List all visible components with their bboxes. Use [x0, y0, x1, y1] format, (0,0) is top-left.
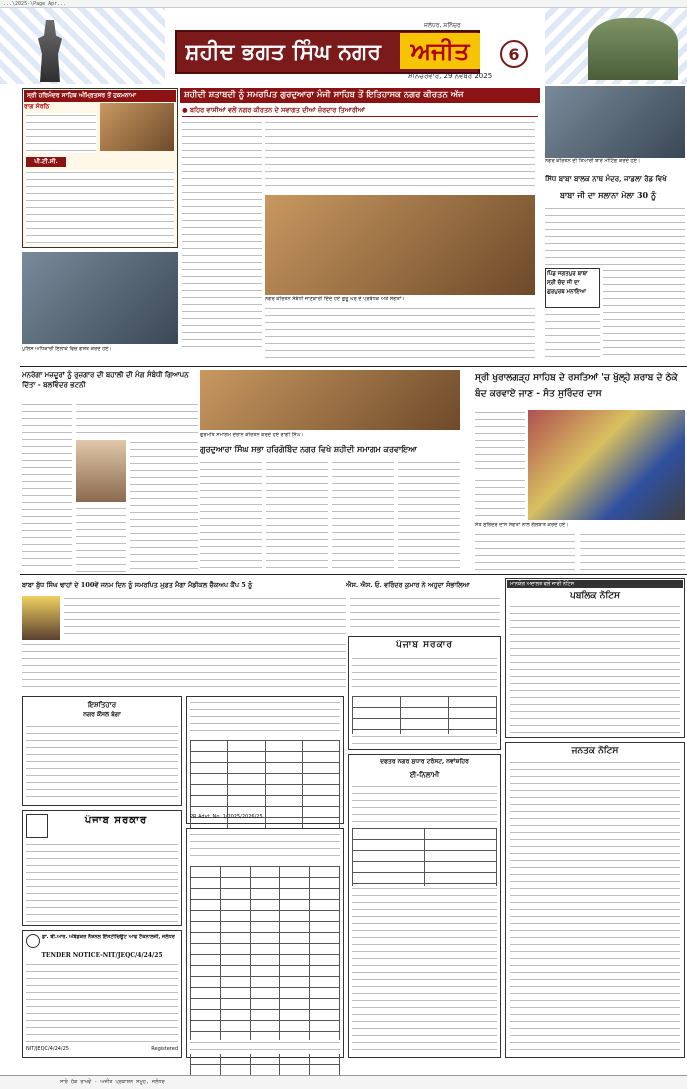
pr-advt-number: PR Advt. No. 1/2025/2026/25 [190, 814, 263, 820]
auction-table [352, 828, 497, 895]
mid-right-headline: ਸ੍ਰੀ ਖੁਰਾਲਗੜ੍ਹ ਸਾਹਿਬ ਦੇ ਰਸਤਿਆਂ 'ਚ ਖੁੱਲ੍ਹੇ ਸ਼ਰਾਬ ਦੇ ਠੇਕੇ ਬੰਦ ਕਰਵਾਏ ਜਾਣ - ਸੰਤ ਸੁਰਿੰਦਰ ਦਾਸ [475, 373, 678, 399]
top-story-subhead-text: ਬਹਿਰ ਵਾਸੀਆਂ ਵਲੋਂ ਨਗਰ ਕੀਰਤਨ ਦੇ ਸਵਾਗਤ ਦੀਆਂ ਜ਼ੋਰਦਾਰ ਤਿਆਰੀਆਂ [189, 106, 365, 114]
janak-notice-text [510, 760, 680, 1050]
divider-2 [20, 574, 687, 575]
masthead-date: ਸ਼ਨਿੱਚਰਵਾਰ, 29 ਨਵੰਬਰ 2025 [408, 72, 493, 80]
tender-notice-title: TENDER NOTICE-NIT/JEQC/4/24/25 [41, 952, 163, 959]
sso-headline: ਐਸ. ਐਸ. ਓ. ਵਰਿੰਦਰ ਕੁਮਾਰ ਨੇ ਅਹੁਦਾ ਸੰਭਾਲਿਆ [346, 581, 470, 589]
auction-title: ਈ-ਨਿਲਾਮੀ [409, 770, 440, 779]
mid-left-col-3 [130, 440, 198, 572]
center-notice-text [190, 700, 340, 736]
janak-notice-title: ਜਨਤਕ ਨੋਟਿਸ [571, 746, 619, 756]
auction-terms-text [352, 886, 497, 1054]
mid-right-col-3 [475, 532, 575, 572]
improvement-trust-header: ਦਫਤਰ ਨਗਰ ਸੁਧਾਰ ਟਰੱਸਟ, ਨਵਾਂਸ਼ਹਿਰ [380, 758, 469, 765]
mid-left-col-2 [76, 402, 198, 438]
paper-logo: ਅਜੀਤ [400, 33, 480, 69]
ptc-badge: ਪੀ.ਟੀ.ਸੀ. [26, 157, 66, 167]
right-inset-title: ਪਿੰਡ ਜਗਤਪੁਰ ਬਾਬਾ ਸ੍ਰੀ ਚੰਦ ਜੀ ਦਾ ਗੁਰਪੁਰਬ ਮਨਾਇਆ [547, 271, 588, 295]
file-path-strip: ...\2025-\Page Apr... [0, 0, 687, 8]
right-top-headline-2: ਬਾਬਾ ਜੀ ਦਾ ਸਲਾਨਾ ਮੇਲਾ 30 ਨੂੰ [560, 190, 657, 200]
page-number: 6 [500, 40, 528, 68]
hukamnama-header: ਸ੍ਰੀ ਹਰਿਮੰਦਰ ਸਾਹਿਬ ਅੰਮ੍ਰਿਤਸਰ ਤੋਂ ਹੁਕਮਨਾਮਾ [24, 90, 176, 102]
mid-left-col-1 [22, 402, 72, 572]
auction-text [352, 784, 497, 824]
mid-center-col-3 [332, 460, 394, 572]
right-top-photo-caption: ਨਗਰ ਕੀਰਤਨ ਦੀ ਤਿਆਰੀ ਬਾਰੇ ਮੀਟਿੰਗ ਕਰਦੇ ਹੋਏ। [545, 158, 641, 164]
right-top-headline: ਸਿੱਧ ਬਾਬਾ ਬਾਲਕ ਨਾਥ ਮੰਦਰ, ਜਾਡਲਾ ਰੋਡ ਵਿਖੇ [545, 174, 667, 183]
institute-logo-icon [26, 934, 40, 948]
mid-center-headline: ਗੁਰਦੁਆਰਾ ਸਿੰਘ ਸਭਾ ਹਰਿਗੋਬਿੰਦ ਨਗਰ ਵਿਖੇ ਸ਼ਹੀਦੀ ਸਮਾਗਮ ਕਰਵਾਇਆ [200, 444, 417, 454]
right-top-text-2 [603, 268, 685, 360]
police-photo [22, 252, 178, 344]
top-story-banner: ਸ਼ਹੀਦੀ ਸ਼ਤਾਬਦੀ ਨੂੰ ਸਮਰਪਿਤ ਗੁਰਦੁਆਰਾ ਮੰਜੀ ਸਾਹਿਬ ਤੋਂ ਇਤਿਹਾਸਕ ਨਗਰ ਕੀਰਤਨ ਅੱਜ [180, 88, 540, 103]
masthead-title: ਸ਼ਹੀਦ ਭਗਤ ਸਿੰਘ ਨਗਰ [185, 39, 382, 65]
gurdwara-kirtan-photo [200, 370, 460, 430]
punjab-govt-title-2: ਪੰਜਾਬ ਸਰਕਾਰ [396, 640, 453, 650]
public-notice-header: ਮਾਨਯੋਗ ਅਦਾਲਤ ਵਲੋਂ ਜਾਰੀ ਨੋਟਿਸ [507, 580, 683, 588]
ad-notice-text [26, 724, 178, 802]
tender-code: NIT/JEQC/4/24/25 [26, 1046, 69, 1052]
center-notice-footer [190, 1040, 340, 1054]
mid-right-photo [528, 410, 685, 520]
page-footer: ਸਾਰੇ ਹੱਕ ਰਾਖਵੇਂ - ਅਜੀਤ ਪ੍ਰਕਾਸ਼ਨ ਸਮੂਹ, ਜਲੰਧਰ [0, 1075, 687, 1089]
public-notice-text [510, 604, 680, 734]
top-story-photo-caption: ਨਗਰ ਕੀਰਤਨ ਸੰਬੰਧੀ ਜਾਣਕਾਰੀ ਦਿੰਦੇ ਹੋਏ ਗੁਰੂ ਘਰ ਦੇ ਪ੍ਰਬੰਧਕ ਅਤੇ ਸੰਗਤਾਂ। [265, 296, 405, 302]
house-logo-icon [26, 814, 48, 838]
medical-camp-text-2 [22, 642, 346, 692]
right-top-text-3 [545, 312, 600, 360]
institute-header: ਡਾ. ਬੀ.ਆਰ. ਅੰਬੇਡਕਰ ਨੈਸ਼ਨਲ ਇੰਸਟੀਚਿਊਟ ਆਫ ਟੈਕਨਾਲੋਜੀ, ਜਲੰਧਰ [42, 934, 175, 940]
punjab-govt-footer-2 [352, 734, 497, 746]
mid-left-headline: ਮਨਰੇਗਾ ਮਜ਼ਦੂਰਾਂ ਨੂੰ ਰੁਜ਼ਗਾਰ ਦੀ ਬਹਾਲੀ ਦੀ ਮੰਗ ਸੰਬੰਧੀ ਗਿਆਪਨ ਦਿੱਤਾ - ਬਲਵਿੰਦਰ ਭਟਨੀ [22, 370, 189, 389]
left-box-text [26, 170, 174, 244]
medical-camp-text [64, 596, 346, 640]
top-story-col-3 [265, 306, 535, 360]
divider-1 [20, 366, 687, 367]
golden-temple-photo [100, 103, 174, 151]
tender-notice-text [26, 962, 178, 1042]
top-story-col-1 [182, 120, 262, 348]
mid-center-col-1 [200, 460, 262, 572]
punjab-govt-title-1: ਪੰਜਾਬ ਸਰਕਾਰ [84, 815, 148, 826]
top-story-photo [265, 195, 535, 295]
sso-text [350, 596, 500, 632]
punjab-govt-text-2 [352, 656, 497, 692]
hukamnama-text [26, 113, 96, 153]
top-story-subhead: ● ਬਹਿਰ ਵਾਸੀਆਂ ਵਲੋਂ ਨਗਰ ਕੀਰਤਨ ਦੇ ਸਵਾਗਤ ਦੀਆਂ ਜ਼ੋਰਦਾਰ ਤਿਆਰੀਆਂ [182, 106, 538, 117]
center-notice-text-2 [190, 832, 340, 862]
mid-right-photo-caption: ਸੰਤ ਸੁਰਿੰਦਰ ਦਾਸ ਸੰਗਤਾਂ ਨਾਲ ਗੱਲਬਾਤ ਕਰਦੇ ਹੋਏ। [475, 522, 569, 528]
baba-portrait [22, 596, 60, 640]
mid-right-col-2 [475, 478, 525, 520]
ad-notice-sub: ਨਗਰ ਕੌਂਸਲ ਬੰਗਾ [83, 711, 121, 718]
mid-left-portrait [76, 440, 126, 502]
mid-center-col-4 [398, 460, 460, 572]
landscape-image [588, 18, 678, 80]
mid-left-col-4 [76, 506, 126, 572]
registered-label: Registered [151, 1046, 178, 1052]
police-photo-caption: ਪੁਲਿਸ ਅਧਿਕਾਰੀ ਇਲਾਕੇ ਵਿਚ ਗਸ਼ਤ ਕਰਦੇ ਹੋਏ। [22, 346, 112, 352]
masthead-place: ਜਲੰਧਰ, ਸ਼ਨਿੱਚਰ [424, 22, 461, 29]
punjab-govt-text-1 [26, 842, 178, 922]
gurdwara-photo-caption: ਗੁਰਮਤਿ ਸਮਾਗਮ ਦੌਰਾਨ ਕੀਰਤਨ ਕਰਦੇ ਹੋਏ ਰਾਗੀ ਸਿੰਘ। [200, 432, 304, 438]
top-story-col-2 [265, 120, 535, 192]
medical-camp-headline: ਬਾਬਾ ਬੁੱਧ ਸਿੰਘ ਢਾਹਾਂ ਦੇ 100ਵੇਂ ਜਨਮ ਦਿਨ ਨੂੰ ਸਮਰਪਿਤ ਮੁਫ਼ਤ ਮੈਗਾ ਮੈਡੀਕਲ ਚੈੱਕਅਪ ਕੈਂਪ 5 ਨੂੰ [22, 581, 253, 589]
right-top-text [545, 206, 685, 266]
mid-right-col-4 [580, 532, 685, 572]
hukamnama-raag: ਰਾਗ ਸੋਰਠਿ [24, 103, 50, 110]
ad-notice-title: ਇਸ਼ਤਿਹਾਰ [87, 700, 117, 709]
masthead-pattern-left [0, 8, 165, 84]
mid-right-col-1 [475, 410, 525, 474]
public-notice-title: ਪਬਲਿਕ ਨੋਟਿਸ [570, 591, 620, 601]
right-top-photo [545, 86, 685, 158]
mid-center-col-2 [266, 460, 328, 572]
